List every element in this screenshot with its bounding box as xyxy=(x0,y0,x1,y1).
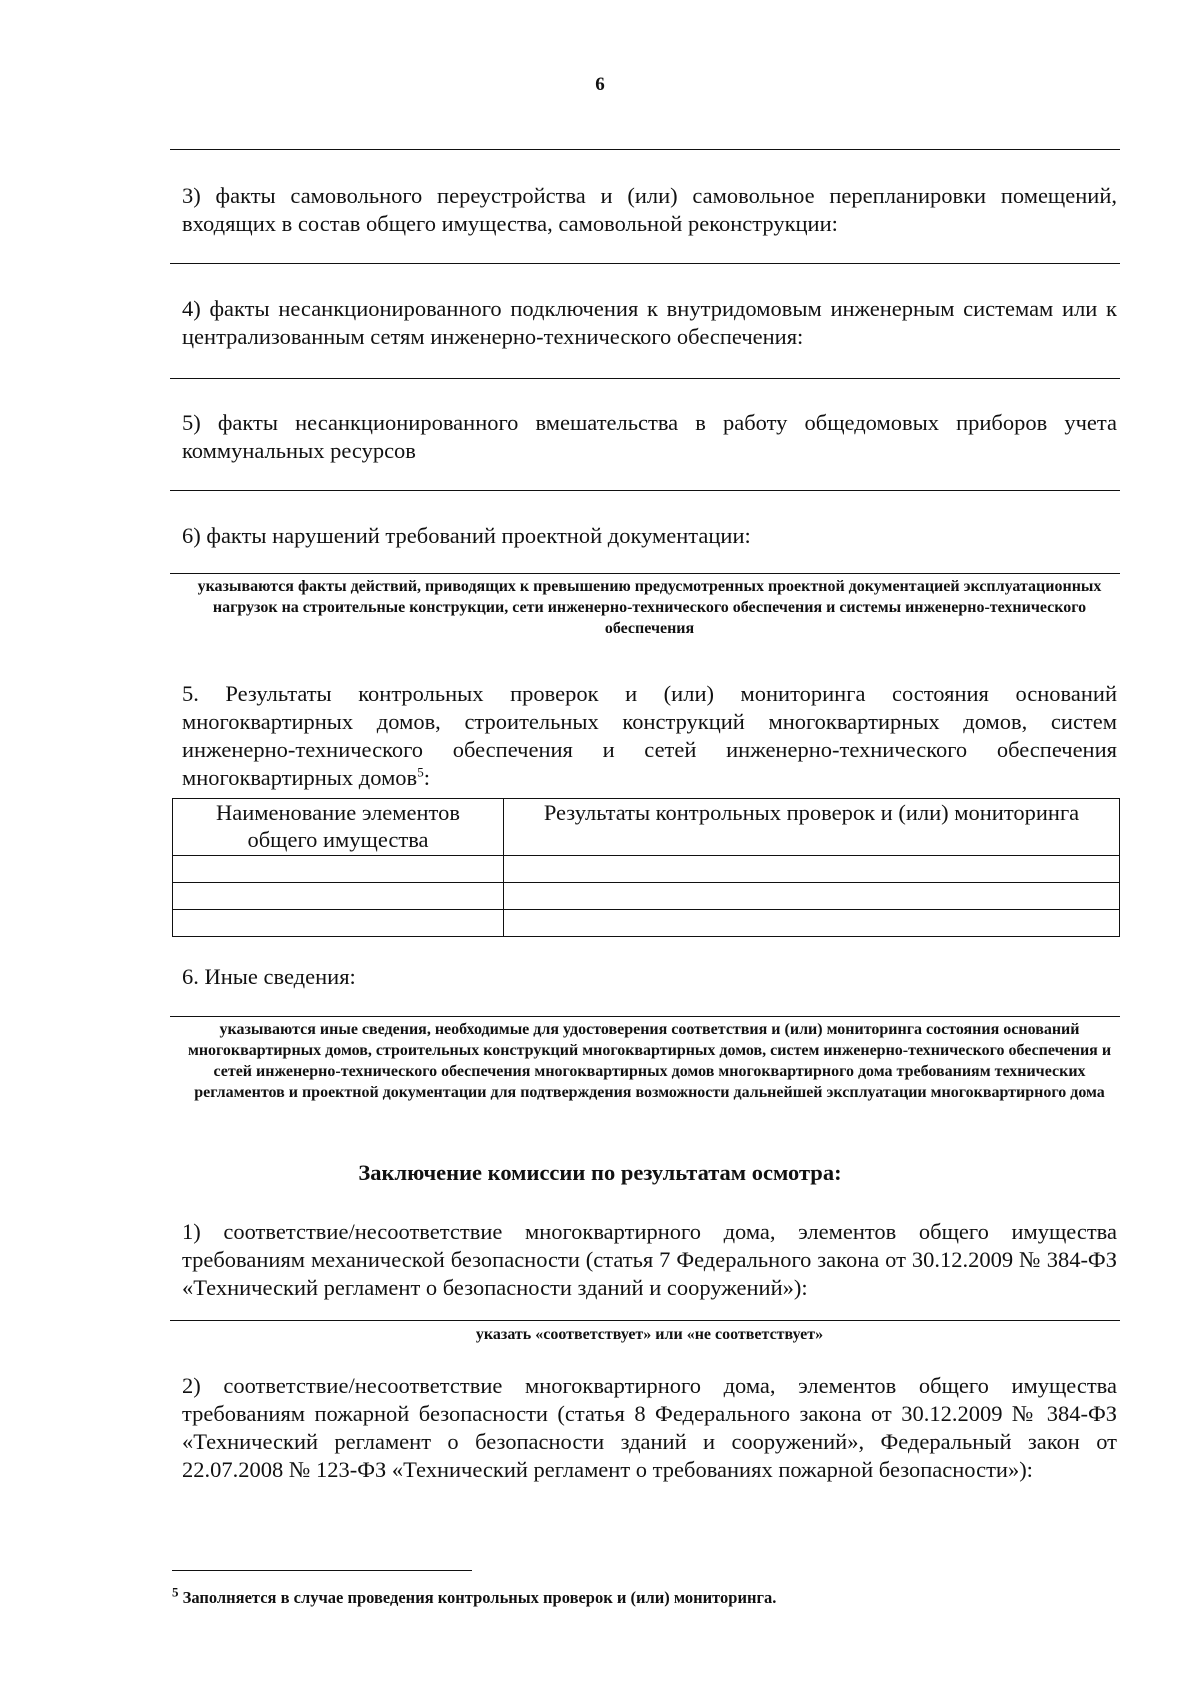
footnote-text: Заполняется в случае проведения контрольных проверок и (или) мониторинга. xyxy=(178,1588,777,1607)
footnote-marker: 5 xyxy=(172,1584,179,1600)
footnote-ref: 5 xyxy=(417,764,424,780)
table-row xyxy=(173,856,1120,883)
page-number: 6 xyxy=(595,74,605,95)
table-header-row xyxy=(173,799,1120,856)
table-row xyxy=(173,883,1120,910)
blank-line-top xyxy=(170,149,1120,150)
table-cell xyxy=(173,910,504,937)
table-row xyxy=(173,910,1120,937)
blank-line-item3 xyxy=(170,263,1120,264)
blank-line-item6 xyxy=(170,573,1120,574)
conclusion-item-2: 2) соответствие/несоответствие многоквартирного дома, элементов общего имущества требованиям пожарной безопасности (статья 8 Федерального закона от 30.12.2009 № 384-ФЗ «Технический регламент о безопасности зданий и сооружений», Федеральный закон от 22.07.2008 № 123-ФЗ «Технический регламент о требованиях пожарной безопасности»): xyxy=(182,1373,1117,1482)
item-6-text: 6) факты нарушений требований проектной документации: xyxy=(182,523,751,548)
blank-line-item5 xyxy=(170,490,1120,491)
table-cell xyxy=(504,856,1120,883)
table-cell xyxy=(504,910,1120,937)
section-6-hint: указываются иные сведения, необходимые для удостоверения соответствия и (или) мониторинга состояния оснований многоквартирных домов, строительных конструкций многоквартирных домов, систем инженерно-технического обеспечения и сетей инженерно-технического обеспечения многоквартирных домов многоквартирного дома требованиям технических регламентов и проектной документации для подтверждения возможности дальнейшей эксплуатации многоквартирного дома xyxy=(187,1021,1112,1101)
conclusion-1-hint: указать «соответствует» или «не соответствует» xyxy=(475,1326,824,1343)
item-4-text: 4) факты несанкционированного подключения к внутридомовым инженерным системам или к централизованным сетям инженерно-технического обеспечения: xyxy=(182,296,1117,349)
item-3-text: 3) факты самовольного переустройства и (или) самовольное перепланировки помещений, входящих в состав общего имущества, самовольной реконструкции: xyxy=(182,183,1117,236)
results-table xyxy=(172,798,1120,937)
section-5-text xyxy=(182,680,1117,792)
col-elements-header: Наименование элементов общего имущества xyxy=(173,799,504,856)
table-cell xyxy=(173,856,504,883)
item-5-text: 5) факты несанкционированного вмешательства в работу общедомовых приборов учета коммунальных ресурсов xyxy=(182,410,1117,463)
footnote-separator xyxy=(172,1570,472,1571)
section-6-title: 6. Иные сведения: xyxy=(182,964,356,989)
item-6-hint: указываются факты действий, приводящих к превышению предусмотренных проектной документацией эксплуатационных нагрузок на строительные конструкции, сети инженерно-технического обеспечения и системы инженерно-технического обеспечения xyxy=(197,578,1102,637)
table-cell xyxy=(504,883,1120,910)
conclusion-item-1: 1) соответствие/несоответствие многоквартирного дома, элементов общего имущества требованиям механической безопасности (статья 7 Федерального закона от 30.12.2009 № 384-ФЗ «Технический регламент о безопасности зданий и сооружений»): xyxy=(182,1219,1117,1300)
blank-line-item4 xyxy=(170,378,1120,379)
section-5-body: 5. Результаты контрольных проверок и (или) мониторинга состояния оснований многоквартирных домов, строительных конструкций многоквартирных домов, систем инженерно-технического обеспечения и сетей инженерно-технического обеспечения многоквартирных домов xyxy=(182,681,1117,790)
conclusion-heading: Заключение комиссии по результатам осмотра: xyxy=(358,1160,842,1185)
blank-line-section6 xyxy=(170,1016,1120,1017)
footnote xyxy=(172,1584,777,1608)
blank-line-conclusion1 xyxy=(170,1320,1120,1321)
table-cell xyxy=(173,883,504,910)
section-5-colon: : xyxy=(423,765,430,790)
col-results-header: Результаты контрольных проверок и (или) мониторинга xyxy=(504,799,1120,856)
